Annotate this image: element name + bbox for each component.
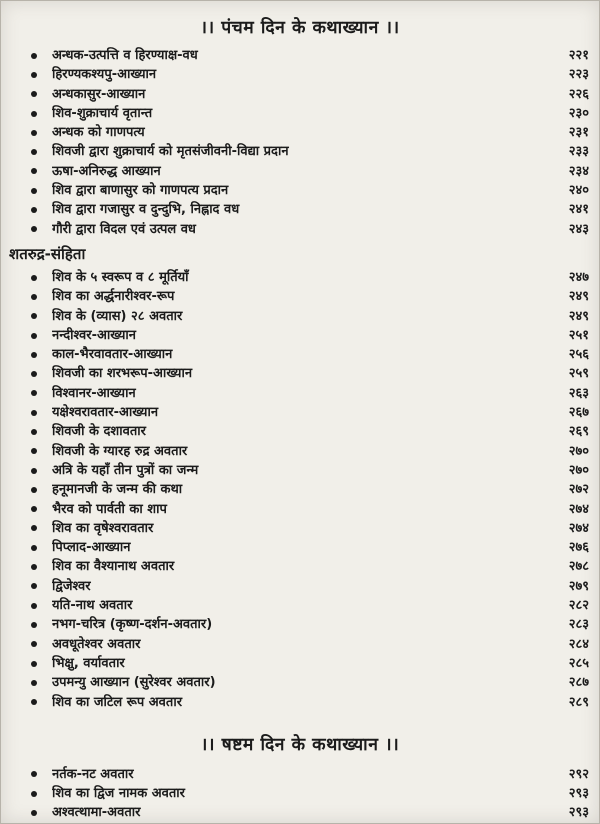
toc-entry-label: द्विजेश्वर	[52, 578, 91, 594]
bullet-icon	[31, 72, 37, 78]
toc-row	[1, 65, 599, 84]
toc-entry-page-number: २८९	[568, 694, 589, 710]
bullet-icon	[31, 525, 37, 531]
toc-row	[1, 654, 599, 673]
toc-entry-page-number: २३०	[568, 105, 589, 121]
toc-entry-page-number: २२६	[568, 86, 589, 102]
toc-entry-label: गौरी द्वारा विदल एवं उत्पल वध	[52, 221, 196, 237]
toc-list-shashtam	[1, 765, 599, 823]
bullet-icon	[31, 53, 37, 59]
toc-row	[1, 220, 599, 239]
toc-entry-label: भैरव को पार्वती का शाप	[52, 501, 167, 517]
toc-row	[1, 46, 599, 65]
bullet-icon	[31, 448, 37, 454]
toc-row	[1, 635, 599, 654]
bullet-icon	[31, 168, 37, 174]
toc-entry-page-number: २७६	[568, 540, 589, 556]
toc-row	[1, 104, 599, 123]
toc-entry-page-number: २५९	[568, 366, 589, 382]
toc-entry-page-number: २९२	[568, 766, 589, 782]
toc-entry-page-number: २७४	[568, 520, 589, 536]
toc-row	[1, 673, 599, 692]
toc-row	[1, 693, 599, 712]
toc-row	[1, 461, 599, 480]
toc-row	[1, 326, 599, 345]
bullet-icon	[31, 149, 37, 155]
bullet-icon	[31, 207, 37, 213]
toc-entry-label: अन्धक को गाणपत्य	[52, 125, 145, 141]
toc-entry-label: अवधूतेश्वर अवतार	[52, 636, 141, 652]
bullet-icon	[31, 699, 37, 705]
toc-entry-label: ऊषा-अनिरुद्ध आख्यान	[52, 163, 161, 179]
toc-entry-label: पिप्लाद-आख्यान	[52, 540, 131, 556]
toc-row	[1, 200, 599, 219]
bullet-icon	[31, 771, 37, 777]
toc-entry-label: शिवजी का शरभरूप-आख्यान	[52, 366, 193, 382]
bullet-icon	[31, 275, 37, 281]
toc-entry-label: उपमन्यु आख्यान (सुरेश्वर अवतार)	[52, 675, 216, 691]
toc-row	[1, 307, 599, 326]
toc-entry-page-number: २४९	[568, 289, 589, 305]
toc-entry-page-number: २६७	[568, 405, 589, 421]
bullet-icon	[31, 791, 37, 797]
bullet-icon	[31, 468, 37, 474]
toc-row	[1, 538, 599, 557]
toc-entry-label: विश्वानर-आख्यान	[52, 385, 136, 401]
toc-row	[1, 123, 599, 142]
bullet-icon	[31, 333, 37, 339]
bullet-icon	[31, 622, 37, 628]
toc-entry-page-number: २३४	[568, 163, 589, 179]
toc-row	[1, 480, 599, 499]
toc-entry-label: नभग-चरित्र (कृष्ण-दर्शन-अवतार)	[52, 617, 213, 633]
toc-row	[1, 519, 599, 538]
toc-row	[1, 784, 599, 803]
toc-entry-label: अत्रि के यहाँ तीन पुत्रों का जन्म	[52, 462, 199, 478]
toc-row	[1, 442, 599, 461]
bullet-icon	[31, 487, 37, 493]
section-heading-pancham-din: ।। पंचम दिन के कथाख्यान ।।	[200, 18, 400, 38]
bullet-icon	[31, 410, 37, 416]
bullet-icon	[31, 429, 37, 435]
toc-entry-page-number: २२३	[568, 67, 589, 83]
toc-entry-page-number: २३३	[568, 144, 589, 160]
toc-row	[1, 500, 599, 519]
toc-entry-page-number: २७०	[568, 462, 589, 478]
toc-entry-label: शिव का वैश्यानाथ अवतार	[52, 559, 175, 575]
toc-entry-label: अन्धकासुर-आख्यान	[52, 86, 146, 102]
toc-row	[1, 596, 599, 615]
toc-entry-label: यति-नाथ अवतार	[52, 598, 133, 614]
toc-entry-page-number: २५१	[568, 327, 589, 343]
toc-entry-page-number: २८५	[568, 655, 589, 671]
toc-row	[1, 384, 599, 403]
toc-entry-page-number: २८२	[568, 598, 589, 614]
toc-row	[1, 85, 599, 104]
bullet-icon	[31, 294, 37, 300]
toc-entry-label: शिवजी द्वारा शुक्राचार्य को मृतसंजीवनी-विद्या प्रदान	[52, 144, 289, 160]
toc-entry-label: शिव द्वारा गजासुर व दुन्दुभि, निह्नाद वध	[52, 202, 240, 218]
toc-entry-page-number: २७०	[568, 443, 589, 459]
toc-entry-label: शिव के ५ स्वरूप व ८ मूर्तियाँ	[52, 269, 189, 285]
toc-entry-label: हनूमानजी के जन्म की कथा	[52, 482, 183, 498]
toc-list-pancham	[1, 46, 599, 239]
section-heading-shashtam-din: ।। षष्टम दिन के कथाख्यान ।।	[200, 734, 400, 755]
toc-entry-page-number: २७९	[568, 578, 589, 594]
toc-entry-page-number: २६३	[568, 385, 589, 401]
toc-entry-page-number: २७४	[568, 501, 589, 517]
bullet-icon	[31, 390, 37, 396]
toc-row	[1, 345, 599, 364]
bullet-icon	[31, 603, 37, 609]
toc-entry-label: भिक्षु, वर्यावतार	[52, 655, 125, 671]
bullet-icon	[31, 545, 37, 551]
toc-entry-page-number: २४७	[568, 269, 589, 285]
bullet-icon	[31, 641, 37, 647]
toc-row	[1, 364, 599, 383]
toc-entry-label: शिव का वृषेश्वरावतार	[52, 520, 154, 536]
toc-entry-label: शिव का अर्द्धनारीश्वर-रूप	[52, 289, 175, 305]
toc-row	[1, 557, 599, 576]
bullet-icon	[31, 313, 37, 319]
toc-row	[1, 577, 599, 596]
toc-entry-page-number: २७८	[568, 559, 589, 575]
toc-entry-label: शिव द्वारा बाणासुर को गाणपत्य प्रदान	[52, 183, 229, 199]
toc-entry-label: अश्वत्थामा-अवतार	[52, 805, 141, 821]
toc-entry-page-number: २४०	[568, 183, 589, 199]
bullet-icon	[31, 661, 37, 667]
toc-entry-label: शिव के (व्यास) २८ अवतार	[52, 308, 183, 324]
bullet-icon	[31, 352, 37, 358]
toc-entry-label: शिवजी के दशावतार	[52, 424, 146, 440]
bullet-icon	[31, 188, 37, 194]
toc-row	[1, 181, 599, 200]
bullet-icon	[31, 810, 37, 816]
toc-entry-page-number: २७२	[568, 482, 589, 498]
bullet-icon	[31, 91, 37, 97]
toc-entry-label: यक्षेश्वरावतार-आख्यान	[52, 405, 159, 421]
toc-entry-page-number: २४३	[568, 221, 589, 237]
toc-entry-page-number: २८४	[568, 636, 589, 652]
toc-row	[1, 268, 599, 287]
toc-entry-page-number: २४१	[568, 202, 589, 218]
toc-entry-label: हिरण्यकश्यपु-आख्यान	[52, 67, 157, 83]
toc-row	[1, 162, 599, 181]
toc-entry-label: काल-भैरवावतार-आख्यान	[52, 347, 173, 363]
toc-row	[1, 142, 599, 161]
toc-entry-page-number: २६९	[568, 424, 589, 440]
toc-entry-label: अन्धक-उत्पत्ति व हिरण्याक्ष-वध	[52, 48, 198, 63]
toc-entry-page-number: २३१	[568, 125, 589, 141]
toc-row	[1, 803, 599, 822]
bullet-icon	[31, 111, 37, 117]
toc-entry-label: नन्दीश्वर-आख्यान	[52, 327, 136, 343]
toc-entry-page-number: २५६	[568, 347, 589, 363]
toc-row	[1, 765, 599, 784]
toc-entry-page-number: २९३	[568, 805, 589, 821]
toc-entry-page-number: २९३	[568, 786, 589, 802]
toc-row	[1, 422, 599, 441]
bullet-icon	[31, 564, 37, 570]
toc-row	[1, 615, 599, 634]
toc-entry-page-number: २४९	[568, 308, 589, 324]
toc-entry-label: शिव-शुक्राचार्य वृतान्त	[52, 105, 153, 121]
toc-entry-label: शिव का जटिल रूप अवतार	[52, 694, 183, 710]
toc-entry-label: शिव का द्विज नामक अवतार	[52, 786, 185, 802]
bullet-icon	[31, 583, 37, 589]
bullet-icon	[31, 130, 37, 136]
subheading-shatrudra-samhita: शतरुद्र-संहिता	[9, 244, 86, 263]
toc-entry-page-number: २८३	[568, 617, 589, 633]
toc-entry-label: नर्तक-नट अवतार	[52, 766, 134, 782]
bullet-icon	[31, 226, 37, 232]
toc-row	[1, 287, 599, 306]
bullet-icon	[31, 506, 37, 512]
bullet-icon	[31, 680, 37, 686]
toc-list-shatrudra	[1, 268, 599, 712]
toc-entry-page-number: २२१	[568, 48, 589, 63]
toc-entry-page-number: २८७	[568, 675, 589, 691]
toc-entry-label: शिवजी के ग्यारह रुद्र अवतार	[52, 443, 188, 459]
bullet-icon	[31, 371, 37, 377]
toc-row	[1, 403, 599, 422]
